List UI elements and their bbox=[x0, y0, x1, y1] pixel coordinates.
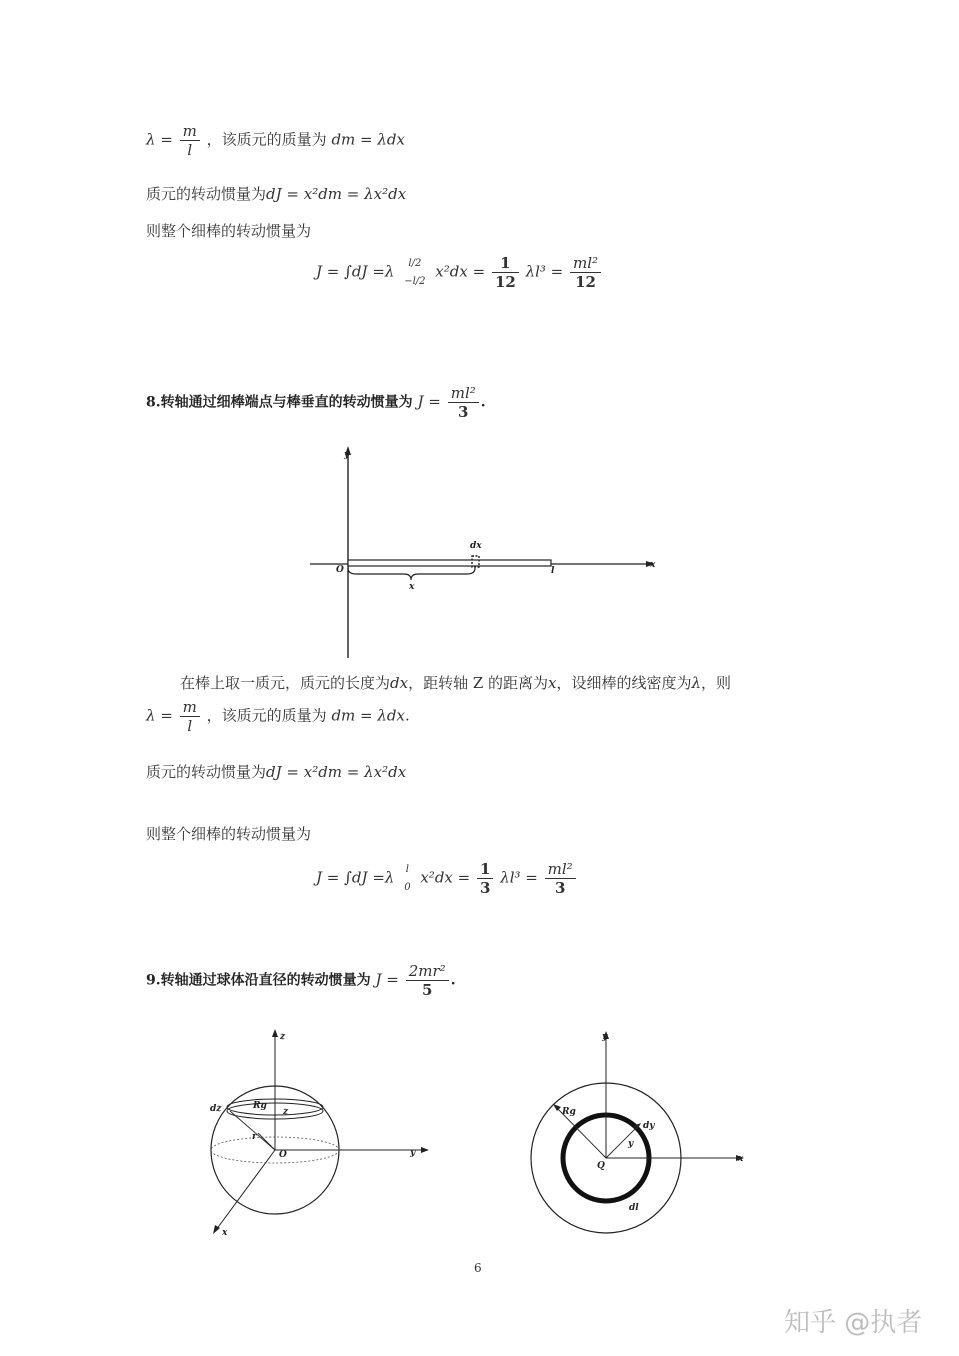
section-9-heading: 9.转轴通过球体沿直径的转动惯量为 J = $\frac{\text{2mr²}}{5}$ . bbox=[146, 962, 456, 999]
x-axis-label: x bbox=[738, 1154, 744, 1164]
rg-label: Rg bbox=[562, 1107, 576, 1117]
y-radius-label: y bbox=[628, 1139, 634, 1149]
x-axis-label: x bbox=[650, 560, 656, 570]
z-slice-label: z bbox=[283, 1107, 289, 1117]
element-inertia-8: 质元的转动惯量为dJ = x²dm = λx²dx bbox=[146, 763, 407, 781]
section-8-heading: 8.转轴通过细棒端点与棒垂直的转动惯量为 J = $\frac{\text{ml²}}{3}$ . bbox=[146, 384, 486, 421]
x-distance-brace bbox=[348, 568, 475, 580]
r-radius-line bbox=[258, 1133, 275, 1150]
origin-label: O bbox=[336, 565, 344, 575]
lambda-definition-8: λ = $\frac{m}{l}$ ，该质元的质量为 dm = λdx. bbox=[146, 698, 410, 735]
z-axis-label: z bbox=[280, 1032, 286, 1042]
center-label: Q bbox=[597, 1161, 605, 1171]
rod-shape bbox=[348, 560, 551, 566]
y-axis-arrow bbox=[421, 1147, 429, 1153]
integral-equation-top: J = ∫dJ =λ l/2 −l/2 x²dx = $\frac{1}{12}$ λl³ = $\frac{\text{ml²}}{12}$ bbox=[316, 254, 603, 291]
z-axis-arrow bbox=[272, 1029, 278, 1037]
y-axis-label: y bbox=[602, 1032, 608, 1042]
whole-rod-text-top: 则整个细棒的转动惯量为 bbox=[146, 222, 312, 240]
page-number: 6 bbox=[474, 1261, 482, 1275]
rod-length-label: l bbox=[551, 566, 555, 576]
rg-label: Rg bbox=[253, 1101, 267, 1111]
integral-equation-8: J = ∫dJ =λ l 0 x²dx = $\frac{1}{3}$ λl³ = $\frac{\text{ml²}}{3}$ bbox=[316, 860, 578, 897]
dx-label: dx bbox=[470, 541, 482, 551]
rod-end-axis-diagram bbox=[300, 440, 670, 662]
lambda-definition-top: λ = $\frac{m}{l}$ ，该质元的质量为 dm = λdx bbox=[146, 122, 405, 159]
r-label: r bbox=[252, 1132, 257, 1142]
zhihu-watermark: 知乎 @执者 bbox=[784, 1308, 923, 1338]
dy-label: dy bbox=[643, 1121, 655, 1131]
y-axis-label: y bbox=[344, 450, 350, 460]
whole-rod-text-8: 则整个细棒的转动惯量为 bbox=[146, 825, 312, 843]
element-inertia-top: 质元的转动惯量为dJ = x²dm = λx²dx bbox=[146, 185, 407, 203]
sphere-diagram bbox=[200, 1025, 440, 1245]
disk-cross-section-diagram bbox=[520, 1025, 760, 1245]
section-8-paragraph: 在棒上取一质元，质元的长度为dx，距转轴 Z 的距离为x，设细棒的线密度为λ，则 bbox=[180, 674, 732, 692]
dl-label: dl bbox=[629, 1203, 639, 1213]
origin-label: O bbox=[279, 1150, 287, 1160]
rg-arrow bbox=[553, 1104, 561, 1111]
x-distance-label: x bbox=[409, 582, 415, 592]
x-axis-label: x bbox=[222, 1228, 228, 1238]
rg-radius-line bbox=[230, 1111, 275, 1150]
dz-label: dz bbox=[210, 1104, 222, 1114]
y-axis-label: y bbox=[410, 1148, 416, 1158]
